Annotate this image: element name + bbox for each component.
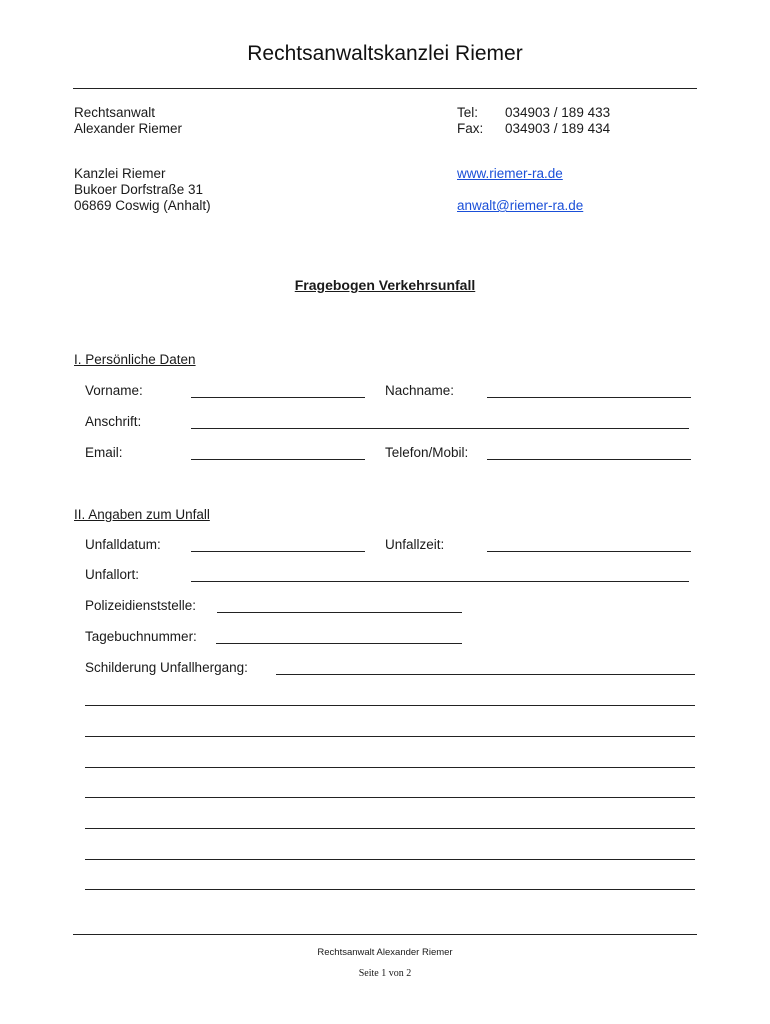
telefon-label: Telefon/Mobil: — [385, 445, 469, 460]
tagebuch-label: Tagebuchnummer: — [85, 629, 197, 644]
form-title: Fragebogen Verkehrsunfall — [294, 277, 476, 293]
footer-divider — [73, 934, 697, 935]
nachname-field[interactable] — [487, 397, 691, 398]
unfallort-field[interactable] — [191, 581, 689, 582]
narrative-line[interactable] — [85, 736, 695, 737]
polizei-field[interactable] — [217, 612, 462, 613]
telefon-field[interactable] — [487, 459, 691, 460]
nachname-label: Nachname: — [385, 383, 455, 398]
page-number: Seite 1 von 2 — [358, 968, 412, 979]
schilderung-field[interactable] — [276, 674, 695, 675]
narrative-line[interactable] — [85, 705, 695, 706]
vorname-field[interactable] — [191, 397, 365, 398]
letterhead-title: Rechtsanwaltskanzlei Riemer — [247, 42, 523, 65]
unfalldatum-label: Unfalldatum: — [85, 537, 161, 552]
tel-value: 034903 / 189 433 — [505, 105, 611, 120]
narrative-line[interactable] — [85, 889, 695, 890]
lawyer-name: Alexander Riemer — [74, 121, 183, 136]
unfalldatum-field[interactable] — [191, 551, 365, 552]
tagebuch-field[interactable] — [216, 643, 462, 644]
fax-label: Fax: — [457, 121, 484, 136]
tel-label: Tel: — [457, 105, 479, 120]
section-personal-heading: I. Persönliche Daten — [74, 352, 196, 367]
narrative-line[interactable] — [85, 767, 695, 768]
lawyer-role: Rechtsanwalt — [74, 105, 156, 120]
footer-name: Rechtsanwalt Alexander Riemer — [317, 947, 453, 958]
email-link[interactable]: anwalt@riemer-ra.de — [457, 198, 584, 213]
email-label: Email: — [85, 445, 123, 460]
schilderung-label: Schilderung Unfallhergang: — [85, 660, 248, 675]
anschrift-label: Anschrift: — [85, 414, 142, 429]
section-accident-heading: II. Angaben zum Unfall — [74, 507, 210, 522]
narrative-line[interactable] — [85, 828, 695, 829]
office-city: 06869 Coswig (Anhalt) — [74, 198, 211, 213]
anschrift-field[interactable] — [191, 428, 689, 429]
vorname-label: Vorname: — [85, 383, 143, 398]
narrative-line[interactable] — [85, 797, 695, 798]
header-divider — [73, 88, 697, 89]
unfallzeit-field[interactable] — [487, 551, 691, 552]
unfallzeit-label: Unfallzeit: — [385, 537, 445, 552]
website-link[interactable]: www.riemer-ra.de — [457, 166, 563, 181]
polizei-label: Polizeidienststelle: — [85, 598, 197, 613]
narrative-line[interactable] — [85, 859, 695, 860]
office-name: Kanzlei Riemer — [74, 166, 166, 181]
fax-value: 034903 / 189 434 — [505, 121, 611, 136]
email-field[interactable] — [191, 459, 365, 460]
unfallort-label: Unfallort: — [85, 567, 140, 582]
office-street: Bukoer Dorfstraße 31 — [74, 182, 204, 197]
